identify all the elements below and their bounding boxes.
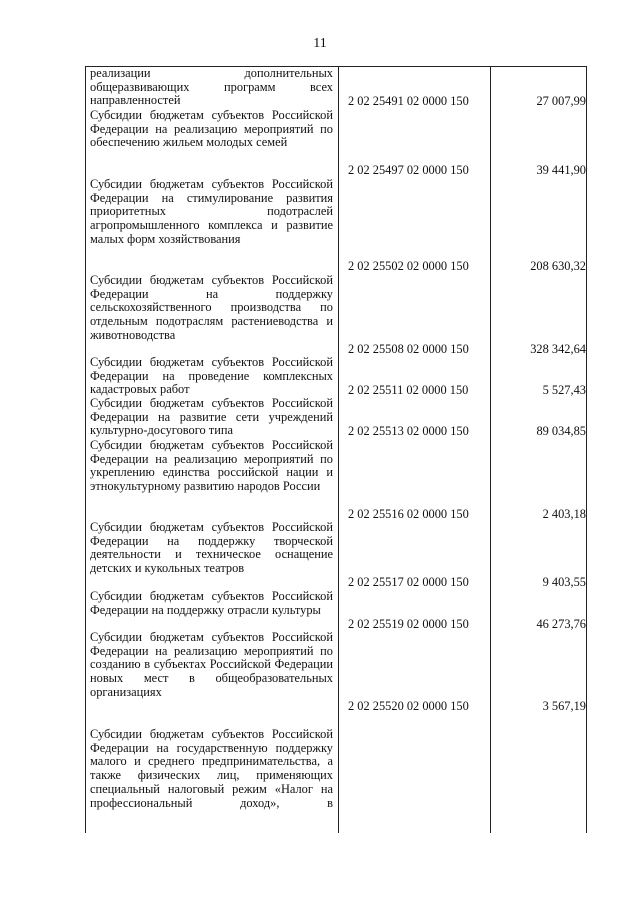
row-description: Субсидии бюджетам субъектов Российской Федерации на поддержку творческой деятельности и техническое оснащение детских и кукольных театров bbox=[90, 520, 333, 576]
row-code: 2 02 25502 02 0000 150 bbox=[348, 259, 469, 273]
row-code: 2 02 25520 02 0000 150 bbox=[348, 699, 469, 713]
column-divider bbox=[338, 67, 339, 833]
row-amount: 328 342,64 bbox=[530, 342, 586, 356]
row-description: реализации дополнительных общеразвивающих программ всех направленностей bbox=[90, 66, 333, 108]
revenue-table bbox=[85, 66, 587, 833]
row-amount: 2 403,18 bbox=[542, 507, 586, 521]
row-amount: 9 403,55 bbox=[542, 575, 586, 589]
row-code: 2 02 25519 02 0000 150 bbox=[348, 617, 469, 631]
row-code: 2 02 25491 02 0000 150 bbox=[348, 94, 469, 108]
row-amount: 89 034,85 bbox=[536, 424, 586, 438]
row-code: 2 02 25511 02 0000 150 bbox=[348, 383, 469, 397]
row-code: 2 02 25516 02 0000 150 bbox=[348, 507, 469, 521]
row-description: Субсидии бюджетам субъектов Российской Федерации на стимулирование развития приоритетных подотраслей агропромышленного комплекса и развитие малых форм хозяйствования bbox=[90, 177, 333, 246]
column-divider bbox=[490, 67, 491, 833]
row-amount: 3 567,19 bbox=[542, 699, 586, 713]
row-amount: 27 007,99 bbox=[536, 94, 586, 108]
row-amount: 208 630,32 bbox=[530, 259, 586, 273]
row-description: Субсидии бюджетам субъектов Российской Федерации на проведение комплексных кадастровых работ bbox=[90, 355, 333, 397]
page-number: 11 bbox=[313, 36, 327, 51]
row-code: 2 02 25517 02 0000 150 bbox=[348, 575, 469, 589]
row-description: Субсидии бюджетам субъектов Российской Федерации на поддержку сельскохозяйственного производства по отдельным подотраслям растениеводства и животноводства bbox=[90, 273, 333, 342]
row-code: 2 02 25508 02 0000 150 bbox=[348, 342, 469, 356]
row-code: 2 02 25497 02 0000 150 bbox=[348, 163, 469, 177]
row-amount: 46 273,76 bbox=[536, 617, 586, 631]
row-description: Субсидии бюджетам субъектов Российской Федерации на развитие сети учреждений культурно-досугового типа bbox=[90, 396, 333, 438]
row-description: Субсидии бюджетам субъектов Российской Федерации на реализацию мероприятий по созданию в субъектах Российской Федерации новых мест в общеобразовательных организациях bbox=[90, 630, 333, 699]
row-description: Субсидии бюджетам субъектов Российской Федерации на государственную поддержку малого и среднего предпринимательства, а также физических лиц, применяющих специальный налоговый режим «Налог на профессиональный доход», в bbox=[90, 728, 333, 810]
row-amount: 39 441,90 bbox=[536, 163, 586, 177]
row-code: 2 02 25513 02 0000 150 bbox=[348, 424, 469, 438]
row-amount: 5 527,43 bbox=[542, 383, 586, 397]
row-description: Субсидии бюджетам субъектов Российской Федерации на реализацию мероприятий по укреплению единства российской нации и этнокультурному развитию народов России bbox=[90, 438, 333, 494]
row-description: Субсидии бюджетам субъектов Российской Федерации на реализацию мероприятий по обеспечению жильем молодых семей bbox=[90, 108, 333, 150]
row-description: Субсидии бюджетам субъектов Российской Федерации на поддержку отрасли культуры bbox=[90, 589, 333, 617]
